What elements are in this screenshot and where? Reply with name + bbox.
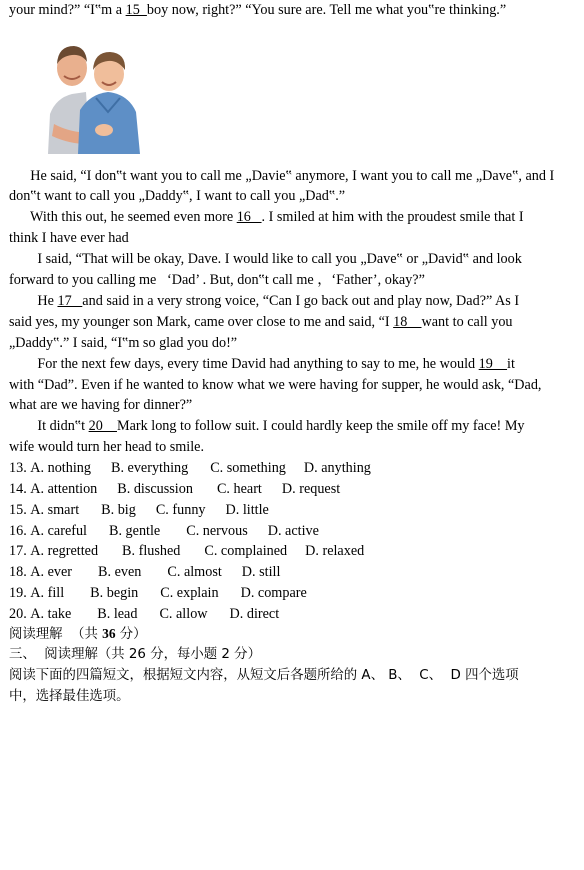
text-segment: 中，选择最佳选项。	[9, 689, 130, 704]
question-number: 15.	[9, 502, 27, 518]
section-subheading	[9, 645, 261, 665]
text-segment: don‟t want to call you „Daddy‟, I want to call you „Dad‟.”	[9, 188, 346, 204]
option-c[interactable]: C. something	[210, 460, 286, 476]
option-d[interactable]: D. relaxed	[305, 543, 365, 559]
option-b[interactable]: B. flushed	[122, 543, 181, 559]
text-segment: and said in a very strong voice, “Can I go back out and play now, Dad?” As I	[82, 293, 520, 309]
question-14	[9, 479, 340, 499]
passage-line	[9, 207, 524, 227]
blank-20: 20	[88, 418, 117, 434]
option-c[interactable]: C. almost	[167, 564, 222, 580]
option-c[interactable]: C. complained	[204, 543, 288, 559]
text-segment: I said, “That will be okay, Dave. I would like to call you „Dave‟ or „David‟ and look	[9, 251, 522, 267]
option-c[interactable]: C. heart	[216, 481, 262, 497]
passage-line	[9, 270, 425, 290]
question-16	[9, 521, 319, 541]
option-a[interactable]: A. nothing	[30, 460, 91, 476]
option-a[interactable]: A. smart	[30, 502, 80, 518]
blank-15: 15	[125, 2, 147, 18]
text-segment: with “Dad”. Even if he wanted to know what we were having for supper, he would ask, “Dad,	[9, 377, 542, 393]
option-c[interactable]: C. nervous	[186, 523, 248, 539]
father-son-photo	[46, 32, 142, 154]
text-segment: 阅读理解 （共	[9, 627, 103, 642]
passage-line	[9, 437, 204, 457]
passage-line	[9, 333, 237, 353]
section-heading	[9, 624, 147, 645]
passage-line	[9, 416, 525, 436]
passage-line	[9, 354, 515, 374]
option-d[interactable]: D. request	[281, 481, 341, 497]
passage-line	[9, 375, 541, 395]
option-c[interactable]: C. explain	[160, 585, 219, 601]
question-number: 17.	[9, 543, 27, 559]
text-segment: 分）	[115, 627, 147, 642]
option-b[interactable]: B. everything	[110, 460, 189, 476]
question-number: 14.	[9, 481, 27, 497]
question-13	[9, 458, 371, 478]
question-20	[9, 604, 279, 624]
text-segment: He said, “I don‟t want you to call me „Davie‟ anymore, I want you to call me „Dave‟, and I	[9, 168, 555, 184]
question-number: 13.	[9, 460, 27, 476]
section-points: 36	[102, 626, 116, 641]
text-segment: what are we having for dinner?”	[9, 397, 193, 413]
text-segment: „Daddy‟.” I said, “I‟m so glad you do!”	[9, 335, 238, 351]
option-d[interactable]: D. compare	[240, 585, 307, 601]
option-b[interactable]: B. even	[98, 564, 142, 580]
text-segment: . I smiled at him with the proudest smile that I	[261, 209, 524, 225]
text-segment: boy now, right?” “You sure are. Tell me what you‟re thinking.”	[146, 2, 507, 18]
passage-line	[9, 166, 554, 186]
question-number: 18.	[9, 564, 27, 580]
text-segment: said yes, my younger son Mark, came over close to me and said, “I	[9, 314, 394, 330]
text-segment: He	[9, 293, 58, 309]
option-b[interactable]: B. begin	[90, 585, 139, 601]
passage-line	[9, 186, 345, 206]
passage-line-top	[9, 0, 506, 20]
option-c[interactable]: C. funny	[155, 502, 206, 518]
text-segment: For the next few days, every time David had anything to say to me, he would	[9, 356, 479, 372]
blank-17: 17	[57, 293, 83, 309]
option-a[interactable]: A. fill	[30, 585, 65, 601]
text-segment: wife would turn her head to smile.	[9, 439, 205, 455]
text-segment: Mark long to follow suit. I could hardly keep the smile off my face! My	[116, 418, 525, 434]
option-d[interactable]: D. active	[267, 523, 319, 539]
text-segment: With this out, he seemed even more	[9, 209, 237, 225]
passage-line	[9, 291, 519, 311]
text-segment: your mind?” “I‟m a	[9, 2, 126, 18]
question-15	[9, 500, 269, 520]
option-a[interactable]: A. regretted	[30, 543, 99, 559]
instructions-line	[9, 687, 130, 707]
option-d[interactable]: D. direct	[229, 606, 280, 622]
option-d[interactable]: D. little	[225, 502, 269, 518]
passage-line	[9, 312, 513, 332]
option-b[interactable]: B. discussion	[117, 481, 193, 497]
question-number: 16.	[9, 523, 27, 539]
blank-18: 18	[393, 314, 422, 330]
passage-line	[9, 395, 192, 415]
text-segment: want to call you	[421, 314, 513, 330]
option-a[interactable]: A. ever	[30, 564, 73, 580]
option-b[interactable]: B. gentle	[109, 523, 161, 539]
text-segment: think I have ever had	[9, 230, 129, 246]
option-a[interactable]: A. attention	[30, 481, 98, 497]
text-segment: it	[507, 356, 515, 372]
instructions-line	[9, 666, 519, 686]
option-b[interactable]: B. lead	[97, 606, 138, 622]
option-a[interactable]: A. take	[30, 606, 72, 622]
question-number: 19.	[9, 585, 27, 601]
question-17	[9, 541, 364, 561]
text-segment: 三、 阅读理解（共 26 分，每小题 2 分）	[9, 647, 261, 662]
question-18	[9, 562, 280, 582]
blank-16: 16	[236, 209, 262, 225]
option-b[interactable]: B. big	[101, 502, 136, 518]
blank-19: 19	[478, 356, 508, 372]
text-segment: It didn‟t	[9, 418, 89, 434]
option-c[interactable]: C. allow	[159, 606, 208, 622]
question-number: 20.	[9, 606, 27, 622]
option-d[interactable]: D. anything	[303, 460, 371, 476]
passage-line	[9, 249, 522, 269]
question-19	[9, 583, 307, 603]
text-segment: forward to you calling me ‘Dad’ . But, don‟t call me ，‘Father’, okay?”	[9, 272, 425, 288]
option-a[interactable]: A. careful	[30, 523, 87, 539]
text-segment: 阅读下面的四篇短文，根据短文内容，从短文后各题所给的 A、 B、 C、 D 四个选项	[9, 668, 519, 683]
option-d[interactable]: D. still	[241, 564, 281, 580]
passage-line	[9, 228, 129, 248]
